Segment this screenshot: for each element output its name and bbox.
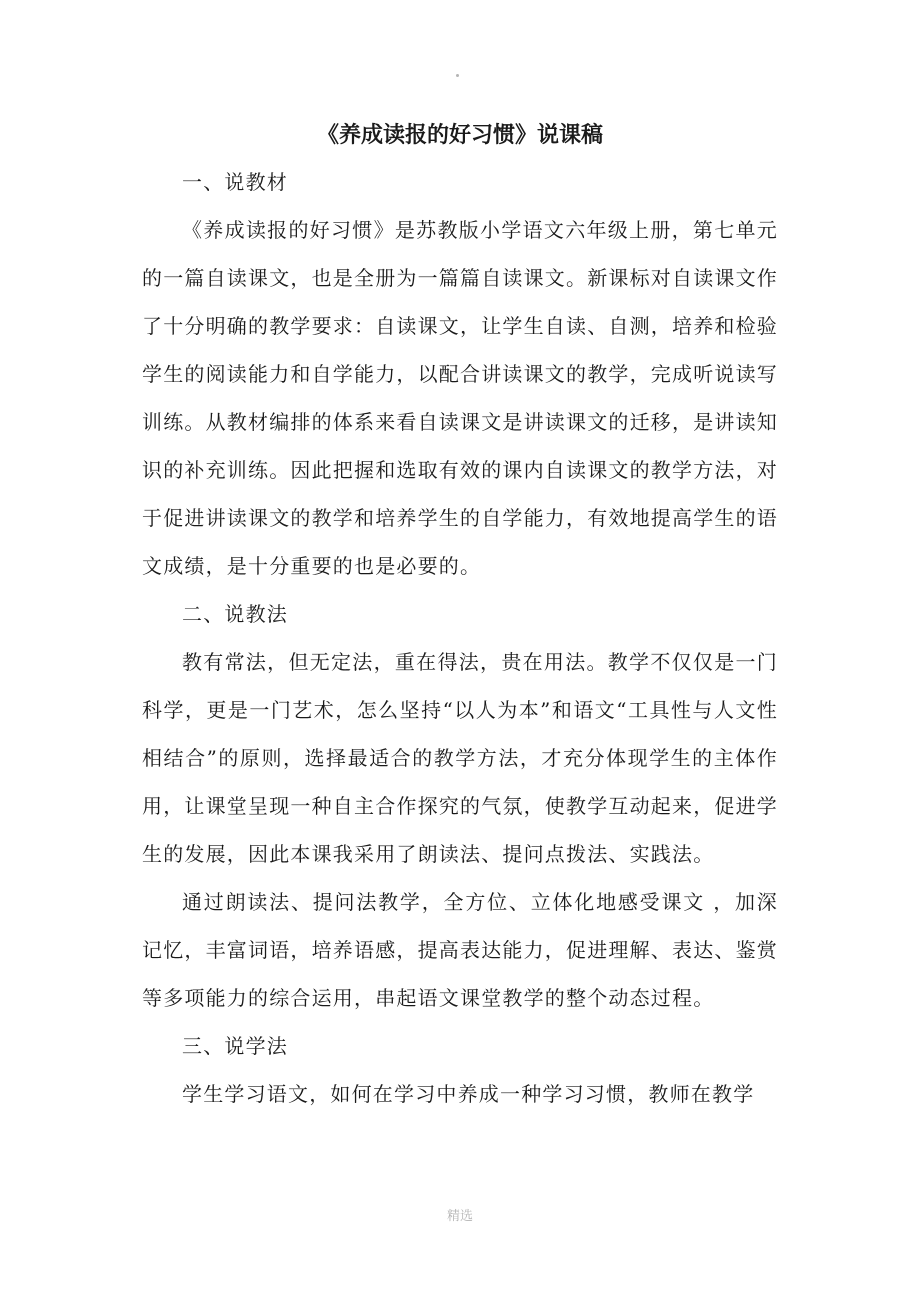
footer-label: 精选 [446, 1209, 473, 1224]
section-heading-learning-method: 三、说学法 [182, 1034, 288, 1058]
document-body [142, 158, 778, 1118]
section-heading-textbook: 一、说教材 [182, 170, 288, 194]
paragraph-learning-method: 学生学习语文，如何在学习中养成一种学习习惯，教师在教学 [182, 1082, 755, 1106]
header-dot [456, 74, 459, 77]
paragraph-teaching-method-1: 教有常法，但无定法，重在得法，贵在用法。教学不仅仅是一门科学，更是一门艺术，怎么坚持“以人为本”和语文“工具性与人文性相结合”的原则，选择最适合的教学方法，才充分体现学生的主体作用，让课堂呈现一种自主合作探究的气氛，使教学互动起来，促进学生的发展，因此本课我采用了朗读法、提问点拨法、实践法。 [142, 650, 778, 866]
paragraph-teaching-method-2: 通过朗读法、提问法教学，全方位、立体化地感受课文 ，加深记忆，丰富词语，培养语感，提高表达能力，促进理解、表达、鉴赏等多项能力的综合运用，串起语文课堂教学的整个动态过程。 [142, 890, 778, 1010]
section-heading-teaching-method: 二、说教法 [182, 602, 288, 626]
paragraph-textbook: 《养成读报的好习惯》是苏教版小学语文六年级上册，第七单元的一篇自读课文，也是全册为一篇篇自读课文。新课标对自读课文作了十分明确的教学要求：自读课文，让学生自读、自测，培养和检验学生的阅读能力和自学能力，以配合讲读课文的教学，完成听说读写训练。从教材编排的体系来看自读课文是讲读课文的迁移，是讲读知识的补充训练。因此把握和选取有效的课内自读课文的教学方法，对于促进讲读课文的教学和培养学生的自学能力，有效地提高学生的语文成绩，是十分重要的也是必要的。 [142, 218, 778, 578]
document-title: 《养成读报的好习惯》说课稿 [316, 123, 603, 148]
